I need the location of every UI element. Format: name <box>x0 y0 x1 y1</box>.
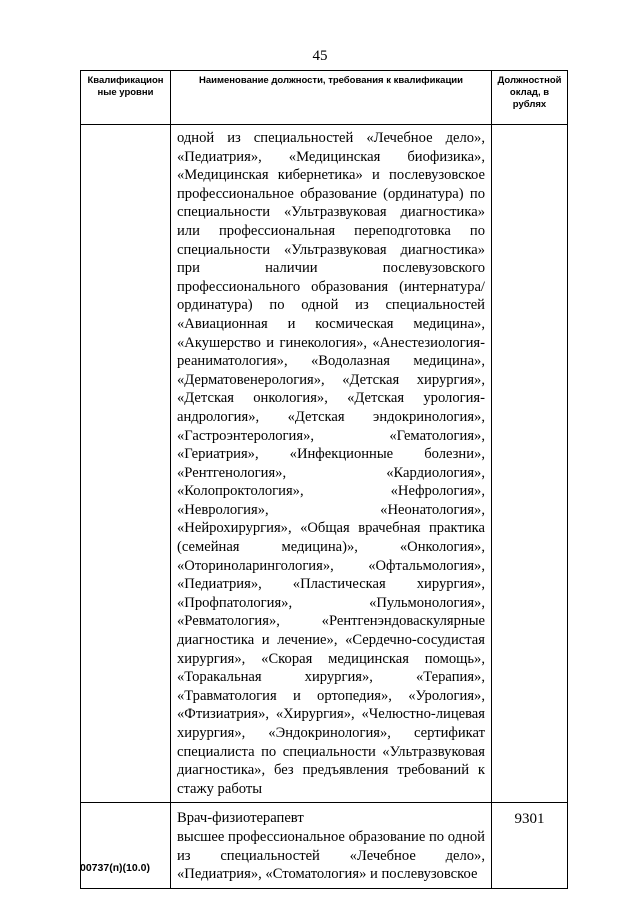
position-title: Врач-физиотерапевт <box>177 810 304 827</box>
requirements-block <box>171 803 491 887</box>
cell-salary: 9301 <box>492 803 568 888</box>
qualification-table <box>80 70 568 889</box>
header-position-requirements: Наименование должности, требования к квалификации <box>171 71 492 125</box>
cell-salary <box>492 125 568 803</box>
cell-level <box>81 803 171 888</box>
header-salary: Должностной оклад, в рублях <box>492 71 568 125</box>
cell-requirements <box>171 803 492 888</box>
document-code: 00737(п)(10.0) <box>80 862 150 874</box>
page-number: 45 <box>312 48 328 64</box>
header-qualification-levels: Квалификацион ные уровни <box>81 71 171 125</box>
cell-requirements <box>171 125 492 803</box>
requirements-text: одной из специальностей «Лечебное дело», «Педиатрия», «Медицинская биофизика», «Медицинская кибернетика» и послевузовское профессиональное образование (ординатура) по специальности «Ультразвуковая диагностика» или профессиональная переподготовка по специальности «Ультразвуковая диагностика» при наличии послевузовского профессионального образования (интернатура/ординатура) по одной из специальностей «Авиационная и космическая медицина», «Акушерство и гинекология», «Анестезиология-реаниматология», «Водолазная медицина», «Дерматовенерология», «Детская хирургия», «Детская онкология», «Детская урология-андрология», «Детская эндокринология», «Гастроэнтерология», «Гематология», «Гериатрия», «Инфекционные болезни», «Рентгенология», «Кардиология», «Колопроктология», «Нефрология», «Неврология», «Неонатология», «Нейрохирургия», «Общая врачебная практика (семейная медицина)», «Онкология», «Оториноларингология», «Офтальмология», «Педиатрия», «Пластическая хирургия», «Профпатология», «Пульмонология», «Ревматология», «Рентгенэндоваскулярные диагностика и лечение», «Сердечно-сосудистая хирургия», «Скорая медицинская помощь», «Торакальная хирургия», «Терапия», «Травматология и ортопедия», «Урология», «Фтизиатрия», «Хирургия», «Челюстно-лицевая хирургия», «Эндокринология», сертификат специалиста по специальности «Ультразвуковая диагностика», без предъявления требований к стажу работы <box>177 130 485 797</box>
requirements-text: высшее профессиональное образование по одной из специальностей «Лечебное дело», «Педиатрия», «Стоматология» и послевузовское <box>177 828 485 883</box>
table-row <box>81 803 568 888</box>
cell-level <box>81 125 171 803</box>
table-header-row <box>81 71 568 125</box>
table-row <box>81 125 568 803</box>
